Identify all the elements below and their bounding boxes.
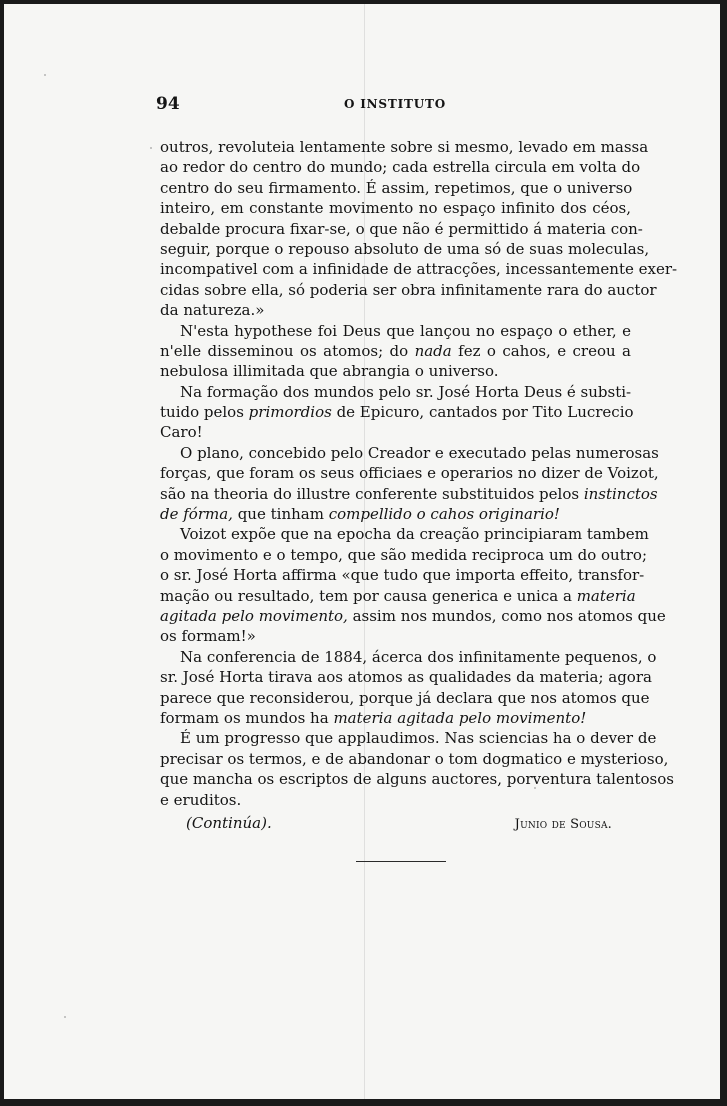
- italic-word: instinctos: [583, 484, 658, 503]
- text-segment: são na theoria do illustre conferente substituidos pelos: [160, 484, 584, 503]
- text-line: nebulosa illimitada que abrangia o universo.: [160, 362, 499, 381]
- text-line: Na conferencia de 1884, ácerca dos infinitamente pequenos, o: [180, 647, 657, 666]
- text-line: sr. José Horta tirava aos atomos as qualidades da materia; agora: [160, 668, 652, 687]
- text-line-with-italics: [160, 606, 666, 626]
- text-line: Na formação dos mundos pelo sr. José Horta Deus é substi-: [180, 382, 632, 401]
- paper-speck: [64, 1016, 66, 1018]
- text-segment: formam os mundos ha: [160, 708, 334, 727]
- text-line-with-italics: [160, 484, 658, 504]
- text-line-with-italics: [160, 708, 631, 728]
- text-line-with-italics: [160, 402, 634, 422]
- text-line: ao redor do centro do mundo; cada estrella circula em volta do: [160, 158, 641, 177]
- text-segment: de Epicuro, cantados por Tito Lucrecio: [331, 403, 634, 422]
- text-line: parece que reconsiderou, porque já declara que nos atomos que: [160, 688, 650, 707]
- italic-word: nada: [414, 341, 452, 360]
- text-line: o movimento e o tempo, que são medida reciproca um do outro;: [160, 545, 648, 564]
- text-line: da natureza.»: [160, 301, 265, 320]
- text-line: inteiro, em constante movimento no espaço infinito dos céos,: [160, 199, 631, 218]
- text-line: que mancha os escriptos de alguns auctores, porventura talentosos: [160, 770, 674, 789]
- text-line: os formam!»: [160, 627, 256, 646]
- continua-note: (Continúa).: [186, 813, 272, 832]
- book-page: [4, 4, 720, 1099]
- italic-phrase: materia agitada pelo movimento!: [333, 708, 587, 727]
- text-line: cidas sobre ella, só poderia ser obra infinitamente rara do auctor: [160, 280, 657, 299]
- text-line: o sr. José Horta affirma «que tudo que importa effeito, transfor-: [160, 566, 645, 585]
- text-line: Voizot expõe que na epocha da creação principiaram tambem: [180, 525, 649, 544]
- text-segment: tuido pelos: [160, 403, 249, 422]
- paper-speck: [534, 787, 536, 789]
- paper-speck: [44, 74, 46, 76]
- text-segment: n'elle disseminou os atomos; do: [160, 341, 415, 360]
- italic-phrase: compellido o cahos originario!: [328, 505, 560, 524]
- page-number: 94: [156, 94, 180, 114]
- text-segment: assim nos mundos, como nos atomos que: [347, 606, 666, 625]
- text-line: centro do seu firmamento. É assim, repetimos, que o universo: [160, 178, 633, 197]
- text-line: e eruditos.: [160, 790, 242, 809]
- text-line-with-italics: [160, 504, 631, 524]
- text-line-with-italics: [160, 341, 631, 361]
- text-line: forças, que foram os seus officiaes e operarios no dizer de Voizot,: [160, 464, 659, 483]
- text-line: seguir, porque o repouso absoluto de uma só de suas moleculas,: [160, 239, 650, 258]
- text-line: outros, revoluteia lentamente sobre si mesmo, levado em massa: [160, 138, 649, 156]
- text-segment: mação ou resultado, tem por causa generica e unica a: [160, 586, 577, 605]
- italic-phrase: agitada pelo movimento,: [160, 606, 348, 625]
- closing-line: [160, 813, 631, 839]
- italic-word: de fórma,: [160, 505, 233, 524]
- text-line: O plano, concebido pelo Creador e executado pelas numerosas: [180, 443, 659, 462]
- text-segment: fez o cahos, e creou a: [451, 341, 631, 360]
- italic-word: materia: [576, 586, 636, 605]
- author-signature: Junio de Sousa.: [514, 816, 612, 832]
- text-line: É um progresso que applaudimos. Nas sciencias ha o dever de: [180, 729, 657, 748]
- text-line: debalde procura fixar-se, o que não é permittido á materia con-: [160, 219, 643, 238]
- text-line: Caro!: [160, 423, 203, 442]
- text-line-with-italics: [160, 586, 636, 606]
- page-header: [156, 94, 616, 118]
- text-line: N'esta hypothese foi Deus que lançou no espaço o ether, e: [180, 321, 631, 340]
- text-segment: que tinham: [232, 505, 329, 524]
- italic-word: primordios: [248, 403, 332, 422]
- text-line: incompativel com a infinidade de attracções, incessantemente exer-: [160, 260, 678, 279]
- text-line: precisar os termos, e de abandonar o tom dogmatico e mysterioso,: [160, 749, 669, 768]
- end-rule: [356, 861, 446, 862]
- paper-speck: [150, 147, 152, 149]
- article-body: [160, 137, 678, 839]
- running-title: O INSTITUTO: [344, 97, 446, 111]
